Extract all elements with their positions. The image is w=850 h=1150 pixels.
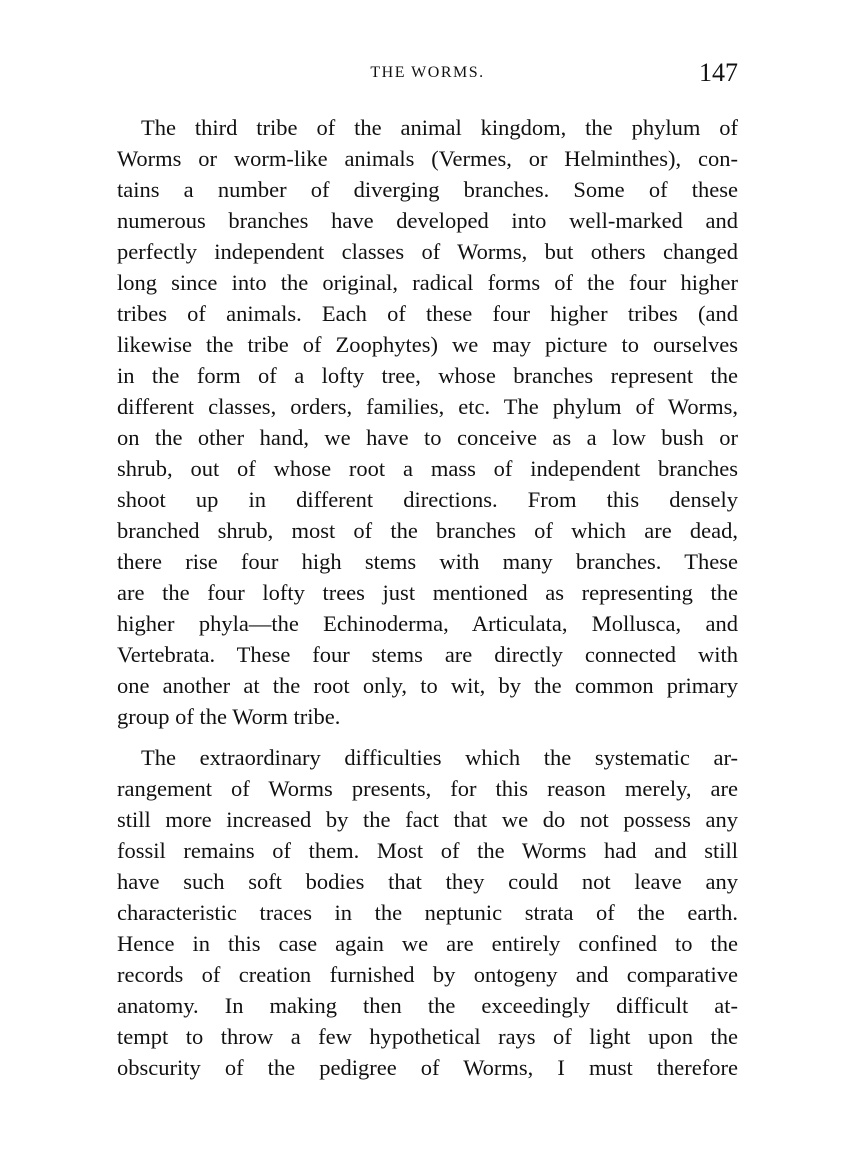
text-line: Worms or worm-like animals (Vermes, or Helminthes), con- (117, 146, 738, 171)
text-line: in the form of a lofty tree, whose branches represent the (117, 363, 738, 388)
text-line: likewise the tribe of Zoophytes) we may picture to ourselves (117, 332, 738, 357)
text-line: are the four lofty trees just mentioned as representing the (117, 580, 738, 605)
text-line: shrub, out of whose root a mass of independent branches (117, 456, 738, 481)
text-line: tempt to throw a few hypothetical rays of light upon the (117, 1024, 738, 1049)
text-line: The third tribe of the animal kingdom, the phylum of (141, 115, 738, 140)
text-line: shoot up in different directions. From this densely (117, 487, 738, 512)
paragraph (117, 742, 738, 1083)
text-line: characteristic traces in the neptunic strata of the earth. (117, 900, 738, 925)
text-line: anatomy. In making then the exceedingly difficult at- (117, 993, 738, 1018)
text-line: one another at the root only, to wit, by the common primary (117, 673, 738, 698)
text-line: long since into the original, radical forms of the four higher (117, 270, 738, 295)
text-line: higher phyla—the Echinoderma, Articulata, Mollusca, and (117, 611, 738, 636)
text-line: tribes of animals. Each of these four higher tribes (and (117, 301, 738, 326)
text-line: group of the Worm tribe. (117, 704, 341, 729)
chapter-heading: THE WORMS. (370, 64, 485, 81)
paragraph (117, 112, 738, 732)
text-line: numerous branches have developed into well-marked and (117, 208, 738, 233)
text-line: records of creation furnished by ontogeny and comparative (117, 962, 738, 987)
text-line: there rise four high stems with many branches. These (117, 549, 738, 574)
text-line: on the other hand, we have to conceive as a low bush or (117, 425, 738, 450)
text-line: still more increased by the fact that we do not possess any (117, 807, 738, 832)
text-line: perfectly independent classes of Worms, but others changed (117, 239, 738, 264)
text-line: fossil remains of them. Most of the Worms had and still (117, 838, 738, 863)
text-line: Vertebrata. These four stems are directly connected with (117, 642, 738, 667)
text-line: obscurity of the pedigree of Worms, I must therefore (117, 1055, 738, 1080)
text-line: rangement of Worms presents, for this reason merely, are (117, 776, 738, 801)
text-line: branched shrub, most of the branches of which are dead, (117, 518, 738, 543)
paragraph-spacer (117, 732, 738, 742)
body-text (117, 112, 738, 1083)
page-number: 147 (699, 58, 738, 87)
text-line: Hence in this case again we are entirely confined to the (117, 931, 738, 956)
text-line: have such soft bodies that they could not leave any (117, 869, 738, 894)
text-line: The extraordinary difficulties which the systematic ar- (141, 745, 738, 770)
text-line: different classes, orders, families, etc. The phylum of Worms, (117, 394, 738, 419)
running-head (117, 58, 738, 94)
text-line: tains a number of diverging branches. Some of these (117, 177, 738, 202)
